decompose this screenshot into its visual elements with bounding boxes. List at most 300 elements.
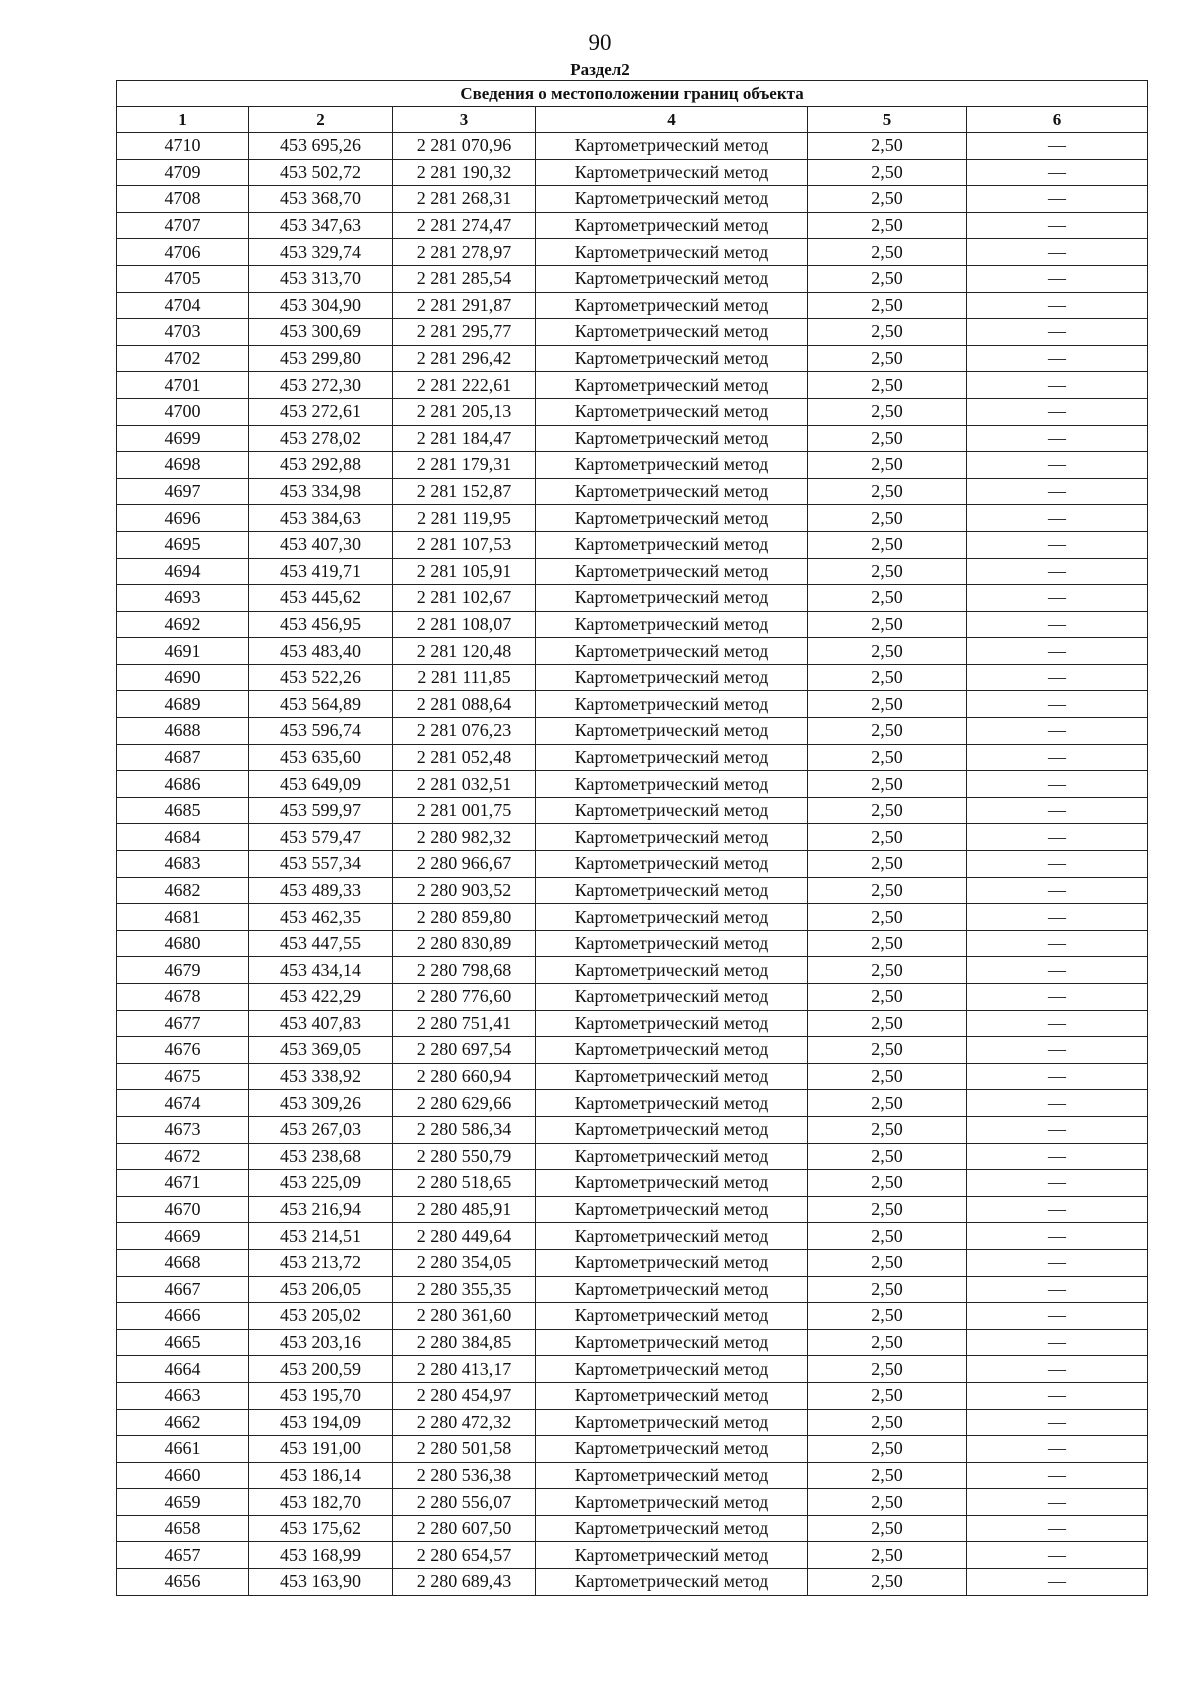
accuracy-cell: 2,50: [808, 1037, 967, 1064]
x-coordinate-cell: 453 489,33: [249, 877, 393, 904]
y-coordinate-cell: 2 280 660,94: [393, 1063, 536, 1090]
description-cell: —: [967, 212, 1148, 239]
method-cell: Картометрический метод: [536, 744, 808, 771]
point-number-cell: 4667: [117, 1276, 249, 1303]
description-cell: —: [967, 398, 1148, 425]
table-row: [117, 1010, 1148, 1037]
accuracy-cell: 2,50: [808, 851, 967, 878]
table-row: [117, 1409, 1148, 1436]
point-number-cell: 4664: [117, 1356, 249, 1383]
method-cell: Картометрический метод: [536, 1063, 808, 1090]
method-cell: Картометрический метод: [536, 1542, 808, 1569]
method-cell: Картометрический метод: [536, 265, 808, 292]
x-coordinate-cell: 453 368,70: [249, 186, 393, 213]
x-coordinate-cell: 453 299,80: [249, 345, 393, 372]
y-coordinate-cell: 2 280 776,60: [393, 984, 536, 1011]
description-cell: —: [967, 1063, 1148, 1090]
accuracy-cell: 2,50: [808, 1569, 967, 1596]
method-cell: Картометрический метод: [536, 1462, 808, 1489]
point-number-cell: 4665: [117, 1329, 249, 1356]
point-number-cell: 4692: [117, 611, 249, 638]
y-coordinate-cell: 2 281 152,87: [393, 478, 536, 505]
description-cell: —: [967, 1542, 1148, 1569]
column-number: 4: [536, 107, 808, 133]
y-coordinate-cell: 2 281 105,91: [393, 558, 536, 585]
table-row: [117, 1329, 1148, 1356]
y-coordinate-cell: 2 281 052,48: [393, 744, 536, 771]
description-cell: —: [967, 239, 1148, 266]
point-number-cell: 4690: [117, 664, 249, 691]
x-coordinate-cell: 453 502,72: [249, 159, 393, 186]
y-coordinate-cell: 2 281 119,95: [393, 505, 536, 532]
table-row: [117, 159, 1148, 186]
point-number-cell: 4706: [117, 239, 249, 266]
accuracy-cell: 2,50: [808, 718, 967, 745]
x-coordinate-cell: 453 347,63: [249, 212, 393, 239]
table-row: [117, 1356, 1148, 1383]
method-cell: Картометрический метод: [536, 984, 808, 1011]
table-body: [117, 133, 1148, 1596]
point-number-cell: 4673: [117, 1116, 249, 1143]
method-cell: Картометрический метод: [536, 239, 808, 266]
description-cell: —: [967, 425, 1148, 452]
point-number-cell: 4699: [117, 425, 249, 452]
method-cell: Картометрический метод: [536, 452, 808, 479]
method-cell: Картометрический метод: [536, 718, 808, 745]
accuracy-cell: 2,50: [808, 1382, 967, 1409]
method-cell: Картометрический метод: [536, 638, 808, 665]
point-number-cell: 4672: [117, 1143, 249, 1170]
y-coordinate-cell: 2 280 485,91: [393, 1196, 536, 1223]
table-row: [117, 851, 1148, 878]
description-cell: —: [967, 478, 1148, 505]
x-coordinate-cell: 453 163,90: [249, 1569, 393, 1596]
x-coordinate-cell: 453 456,95: [249, 611, 393, 638]
point-number-cell: 4696: [117, 505, 249, 532]
method-cell: Картометрический метод: [536, 1329, 808, 1356]
table-row: [117, 957, 1148, 984]
method-cell: Картометрический метод: [536, 1382, 808, 1409]
accuracy-cell: 2,50: [808, 1116, 967, 1143]
description-cell: —: [967, 1223, 1148, 1250]
x-coordinate-cell: 453 649,09: [249, 771, 393, 798]
accuracy-cell: 2,50: [808, 957, 967, 984]
accuracy-cell: 2,50: [808, 691, 967, 718]
method-cell: Картометрический метод: [536, 1090, 808, 1117]
table-row: [117, 478, 1148, 505]
description-cell: —: [967, 531, 1148, 558]
x-coordinate-cell: 453 267,03: [249, 1116, 393, 1143]
y-coordinate-cell: 2 281 088,64: [393, 691, 536, 718]
x-coordinate-cell: 453 238,68: [249, 1143, 393, 1170]
point-number-cell: 4687: [117, 744, 249, 771]
x-coordinate-cell: 453 200,59: [249, 1356, 393, 1383]
boundary-coordinates-table: [116, 80, 1148, 1596]
description-cell: —: [967, 1436, 1148, 1463]
point-number-cell: 4671: [117, 1170, 249, 1197]
y-coordinate-cell: 2 280 550,79: [393, 1143, 536, 1170]
x-coordinate-cell: 453 596,74: [249, 718, 393, 745]
method-cell: Картометрический метод: [536, 851, 808, 878]
description-cell: —: [967, 851, 1148, 878]
x-coordinate-cell: 453 338,92: [249, 1063, 393, 1090]
accuracy-cell: 2,50: [808, 212, 967, 239]
x-coordinate-cell: 453 203,16: [249, 1329, 393, 1356]
description-cell: —: [967, 1382, 1148, 1409]
y-coordinate-cell: 2 281 102,67: [393, 585, 536, 612]
method-cell: Картометрический метод: [536, 664, 808, 691]
y-coordinate-cell: 2 280 654,57: [393, 1542, 536, 1569]
y-coordinate-cell: 2 280 982,32: [393, 824, 536, 851]
method-cell: Картометрический метод: [536, 771, 808, 798]
y-coordinate-cell: 2 280 629,66: [393, 1090, 536, 1117]
point-number-cell: 4684: [117, 824, 249, 851]
method-cell: Картометрический метод: [536, 133, 808, 160]
description-cell: —: [967, 505, 1148, 532]
method-cell: Картометрический метод: [536, 1170, 808, 1197]
table-row: [117, 1063, 1148, 1090]
point-number-cell: 4660: [117, 1462, 249, 1489]
point-number-cell: 4662: [117, 1409, 249, 1436]
table-row: [117, 718, 1148, 745]
method-cell: Картометрический метод: [536, 292, 808, 319]
point-number-cell: 4658: [117, 1515, 249, 1542]
description-cell: —: [967, 372, 1148, 399]
description-cell: —: [967, 558, 1148, 585]
description-cell: —: [967, 824, 1148, 851]
method-cell: Картометрический метод: [536, 159, 808, 186]
y-coordinate-cell: 2 281 076,23: [393, 718, 536, 745]
point-number-cell: 4685: [117, 797, 249, 824]
point-number-cell: 4657: [117, 1542, 249, 1569]
accuracy-cell: 2,50: [808, 478, 967, 505]
table-row: [117, 1462, 1148, 1489]
x-coordinate-cell: 453 194,09: [249, 1409, 393, 1436]
description-cell: —: [967, 957, 1148, 984]
table-row: [117, 638, 1148, 665]
accuracy-cell: 2,50: [808, 984, 967, 1011]
method-cell: Картометрический метод: [536, 1436, 808, 1463]
x-coordinate-cell: 453 384,63: [249, 505, 393, 532]
description-cell: —: [967, 664, 1148, 691]
y-coordinate-cell: 2 280 536,38: [393, 1462, 536, 1489]
description-cell: —: [967, 1489, 1148, 1516]
y-coordinate-cell: 2 281 107,53: [393, 531, 536, 558]
point-number-cell: 4705: [117, 265, 249, 292]
method-cell: Картометрический метод: [536, 478, 808, 505]
table-row: [117, 1116, 1148, 1143]
table-row: [117, 1276, 1148, 1303]
table-row: [117, 212, 1148, 239]
method-cell: Картометрический метод: [536, 531, 808, 558]
x-coordinate-cell: 453 334,98: [249, 478, 393, 505]
x-coordinate-cell: 453 564,89: [249, 691, 393, 718]
accuracy-cell: 2,50: [808, 1329, 967, 1356]
y-coordinate-cell: 2 281 295,77: [393, 319, 536, 346]
accuracy-cell: 2,50: [808, 505, 967, 532]
table-row: [117, 319, 1148, 346]
accuracy-cell: 2,50: [808, 585, 967, 612]
y-coordinate-cell: 2 281 278,97: [393, 239, 536, 266]
method-cell: Картометрический метод: [536, 398, 808, 425]
point-number-cell: 4680: [117, 930, 249, 957]
method-cell: Картометрический метод: [536, 1010, 808, 1037]
y-coordinate-cell: 2 281 291,87: [393, 292, 536, 319]
description-cell: —: [967, 319, 1148, 346]
point-number-cell: 4710: [117, 133, 249, 160]
accuracy-cell: 2,50: [808, 797, 967, 824]
point-number-cell: 4681: [117, 904, 249, 931]
accuracy-cell: 2,50: [808, 1249, 967, 1276]
table-row: [117, 1090, 1148, 1117]
description-cell: —: [967, 1569, 1148, 1596]
table-row: [117, 1542, 1148, 1569]
method-cell: Картометрический метод: [536, 585, 808, 612]
point-number-cell: 4682: [117, 877, 249, 904]
description-cell: —: [967, 1303, 1148, 1330]
x-coordinate-cell: 453 445,62: [249, 585, 393, 612]
point-number-cell: 4708: [117, 186, 249, 213]
point-number-cell: 4688: [117, 718, 249, 745]
x-coordinate-cell: 453 419,71: [249, 558, 393, 585]
accuracy-cell: 2,50: [808, 345, 967, 372]
accuracy-cell: 2,50: [808, 1436, 967, 1463]
description-cell: —: [967, 1116, 1148, 1143]
table-row: [117, 1436, 1148, 1463]
description-cell: —: [967, 611, 1148, 638]
column-number-row: [117, 107, 1148, 133]
column-number: 3: [393, 107, 536, 133]
table-row: [117, 133, 1148, 160]
accuracy-cell: 2,50: [808, 531, 967, 558]
x-coordinate-cell: 453 447,55: [249, 930, 393, 957]
y-coordinate-cell: 2 280 384,85: [393, 1329, 536, 1356]
x-coordinate-cell: 453 168,99: [249, 1542, 393, 1569]
y-coordinate-cell: 2 281 001,75: [393, 797, 536, 824]
y-coordinate-cell: 2 281 274,47: [393, 212, 536, 239]
method-cell: Картометрический метод: [536, 824, 808, 851]
method-cell: Картометрический метод: [536, 1116, 808, 1143]
accuracy-cell: 2,50: [808, 292, 967, 319]
accuracy-cell: 2,50: [808, 1090, 967, 1117]
y-coordinate-cell: 2 280 586,34: [393, 1116, 536, 1143]
x-coordinate-cell: 453 695,26: [249, 133, 393, 160]
y-coordinate-cell: 2 280 501,58: [393, 1436, 536, 1463]
table-row: [117, 797, 1148, 824]
table-row: [117, 1489, 1148, 1516]
description-cell: —: [967, 1409, 1148, 1436]
table-row: [117, 239, 1148, 266]
accuracy-cell: 2,50: [808, 1010, 967, 1037]
x-coordinate-cell: 453 599,97: [249, 797, 393, 824]
accuracy-cell: 2,50: [808, 452, 967, 479]
accuracy-cell: 2,50: [808, 877, 967, 904]
x-coordinate-cell: 453 579,47: [249, 824, 393, 851]
accuracy-cell: 2,50: [808, 319, 967, 346]
method-cell: Картометрический метод: [536, 212, 808, 239]
table-row: [117, 1382, 1148, 1409]
point-number-cell: 4695: [117, 531, 249, 558]
point-number-cell: 4698: [117, 452, 249, 479]
accuracy-cell: 2,50: [808, 1462, 967, 1489]
y-coordinate-cell: 2 280 966,67: [393, 851, 536, 878]
table-row: [117, 1196, 1148, 1223]
accuracy-cell: 2,50: [808, 1356, 967, 1383]
accuracy-cell: 2,50: [808, 771, 967, 798]
accuracy-cell: 2,50: [808, 1063, 967, 1090]
x-coordinate-cell: 453 434,14: [249, 957, 393, 984]
accuracy-cell: 2,50: [808, 1489, 967, 1516]
accuracy-cell: 2,50: [808, 664, 967, 691]
accuracy-cell: 2,50: [808, 744, 967, 771]
description-cell: —: [967, 265, 1148, 292]
description-cell: —: [967, 1143, 1148, 1170]
accuracy-cell: 2,50: [808, 1515, 967, 1542]
y-coordinate-cell: 2 280 413,17: [393, 1356, 536, 1383]
y-coordinate-cell: 2 280 354,05: [393, 1249, 536, 1276]
x-coordinate-cell: 453 186,14: [249, 1462, 393, 1489]
y-coordinate-cell: 2 281 268,31: [393, 186, 536, 213]
method-cell: Картометрический метод: [536, 505, 808, 532]
method-cell: Картометрический метод: [536, 1276, 808, 1303]
table-row: [117, 824, 1148, 851]
point-number-cell: 4689: [117, 691, 249, 718]
method-cell: Картометрический метод: [536, 425, 808, 452]
table-row: [117, 425, 1148, 452]
description-cell: —: [967, 452, 1148, 479]
method-cell: Картометрический метод: [536, 1356, 808, 1383]
description-cell: —: [967, 797, 1148, 824]
y-coordinate-cell: 2 280 518,65: [393, 1170, 536, 1197]
method-cell: Картометрический метод: [536, 1489, 808, 1516]
method-cell: Картометрический метод: [536, 1569, 808, 1596]
description-cell: —: [967, 1196, 1148, 1223]
accuracy-cell: 2,50: [808, 558, 967, 585]
method-cell: Картометрический метод: [536, 877, 808, 904]
point-number-cell: 4661: [117, 1436, 249, 1463]
accuracy-cell: 2,50: [808, 611, 967, 638]
table-row: [117, 505, 1148, 532]
method-cell: Картометрический метод: [536, 1037, 808, 1064]
y-coordinate-cell: 2 280 903,52: [393, 877, 536, 904]
method-cell: Картометрический метод: [536, 1303, 808, 1330]
x-coordinate-cell: 453 522,26: [249, 664, 393, 691]
table-row: [117, 984, 1148, 1011]
point-number-cell: 4679: [117, 957, 249, 984]
x-coordinate-cell: 453 213,72: [249, 1249, 393, 1276]
x-coordinate-cell: 453 182,70: [249, 1489, 393, 1516]
point-number-cell: 4703: [117, 319, 249, 346]
method-cell: Картометрический метод: [536, 319, 808, 346]
x-coordinate-cell: 453 422,29: [249, 984, 393, 1011]
x-coordinate-cell: 453 313,70: [249, 265, 393, 292]
x-coordinate-cell: 453 205,02: [249, 1303, 393, 1330]
accuracy-cell: 2,50: [808, 186, 967, 213]
y-coordinate-cell: 2 280 607,50: [393, 1515, 536, 1542]
description-cell: —: [967, 1515, 1148, 1542]
y-coordinate-cell: 2 280 472,32: [393, 1409, 536, 1436]
method-cell: Картометрический метод: [536, 372, 808, 399]
point-number-cell: 4709: [117, 159, 249, 186]
method-cell: Картометрический метод: [536, 930, 808, 957]
y-coordinate-cell: 2 280 751,41: [393, 1010, 536, 1037]
accuracy-cell: 2,50: [808, 1143, 967, 1170]
x-coordinate-cell: 453 278,02: [249, 425, 393, 452]
x-coordinate-cell: 453 309,26: [249, 1090, 393, 1117]
description-cell: —: [967, 718, 1148, 745]
point-number-cell: 4683: [117, 851, 249, 878]
table-caption: Сведения о местоположении границ объекта: [117, 81, 1148, 107]
table-row: [117, 904, 1148, 931]
table-row: [117, 345, 1148, 372]
point-number-cell: 4704: [117, 292, 249, 319]
table-row: [117, 744, 1148, 771]
x-coordinate-cell: 453 407,30: [249, 531, 393, 558]
description-cell: —: [967, 1462, 1148, 1489]
accuracy-cell: 2,50: [808, 239, 967, 266]
table-row: [117, 691, 1148, 718]
method-cell: Картометрический метод: [536, 1223, 808, 1250]
x-coordinate-cell: 453 195,70: [249, 1382, 393, 1409]
accuracy-cell: 2,50: [808, 1170, 967, 1197]
table-row: [117, 771, 1148, 798]
table-row: [117, 531, 1148, 558]
accuracy-cell: 2,50: [808, 930, 967, 957]
accuracy-cell: 2,50: [808, 265, 967, 292]
column-number: 6: [967, 107, 1148, 133]
table-row: [117, 1249, 1148, 1276]
x-coordinate-cell: 453 191,00: [249, 1436, 393, 1463]
method-cell: Картометрический метод: [536, 957, 808, 984]
table-row: [117, 372, 1148, 399]
y-coordinate-cell: 2 281 032,51: [393, 771, 536, 798]
point-number-cell: 4668: [117, 1249, 249, 1276]
point-number-cell: 4677: [117, 1010, 249, 1037]
description-cell: —: [967, 159, 1148, 186]
point-number-cell: 4666: [117, 1303, 249, 1330]
accuracy-cell: 2,50: [808, 1196, 967, 1223]
point-number-cell: 4701: [117, 372, 249, 399]
method-cell: Картометрический метод: [536, 797, 808, 824]
x-coordinate-cell: 453 407,83: [249, 1010, 393, 1037]
table-row: [117, 1170, 1148, 1197]
x-coordinate-cell: 453 272,61: [249, 398, 393, 425]
description-cell: —: [967, 1249, 1148, 1276]
point-number-cell: 4670: [117, 1196, 249, 1223]
accuracy-cell: 2,50: [808, 1303, 967, 1330]
description-cell: —: [967, 1276, 1148, 1303]
table-row: [117, 452, 1148, 479]
column-number: 5: [808, 107, 967, 133]
table-row: [117, 265, 1148, 292]
y-coordinate-cell: 2 281 111,85: [393, 664, 536, 691]
y-coordinate-cell: 2 280 361,60: [393, 1303, 536, 1330]
column-number: 1: [117, 107, 249, 133]
x-coordinate-cell: 453 304,90: [249, 292, 393, 319]
point-number-cell: 4707: [117, 212, 249, 239]
method-cell: Картометрический метод: [536, 1515, 808, 1542]
y-coordinate-cell: 2 280 798,68: [393, 957, 536, 984]
description-cell: —: [967, 904, 1148, 931]
table-row: [117, 558, 1148, 585]
x-coordinate-cell: 453 300,69: [249, 319, 393, 346]
description-cell: —: [967, 771, 1148, 798]
table-row: [117, 292, 1148, 319]
point-number-cell: 4669: [117, 1223, 249, 1250]
y-coordinate-cell: 2 281 296,42: [393, 345, 536, 372]
method-cell: Картометрический метод: [536, 1196, 808, 1223]
description-cell: —: [967, 1010, 1148, 1037]
